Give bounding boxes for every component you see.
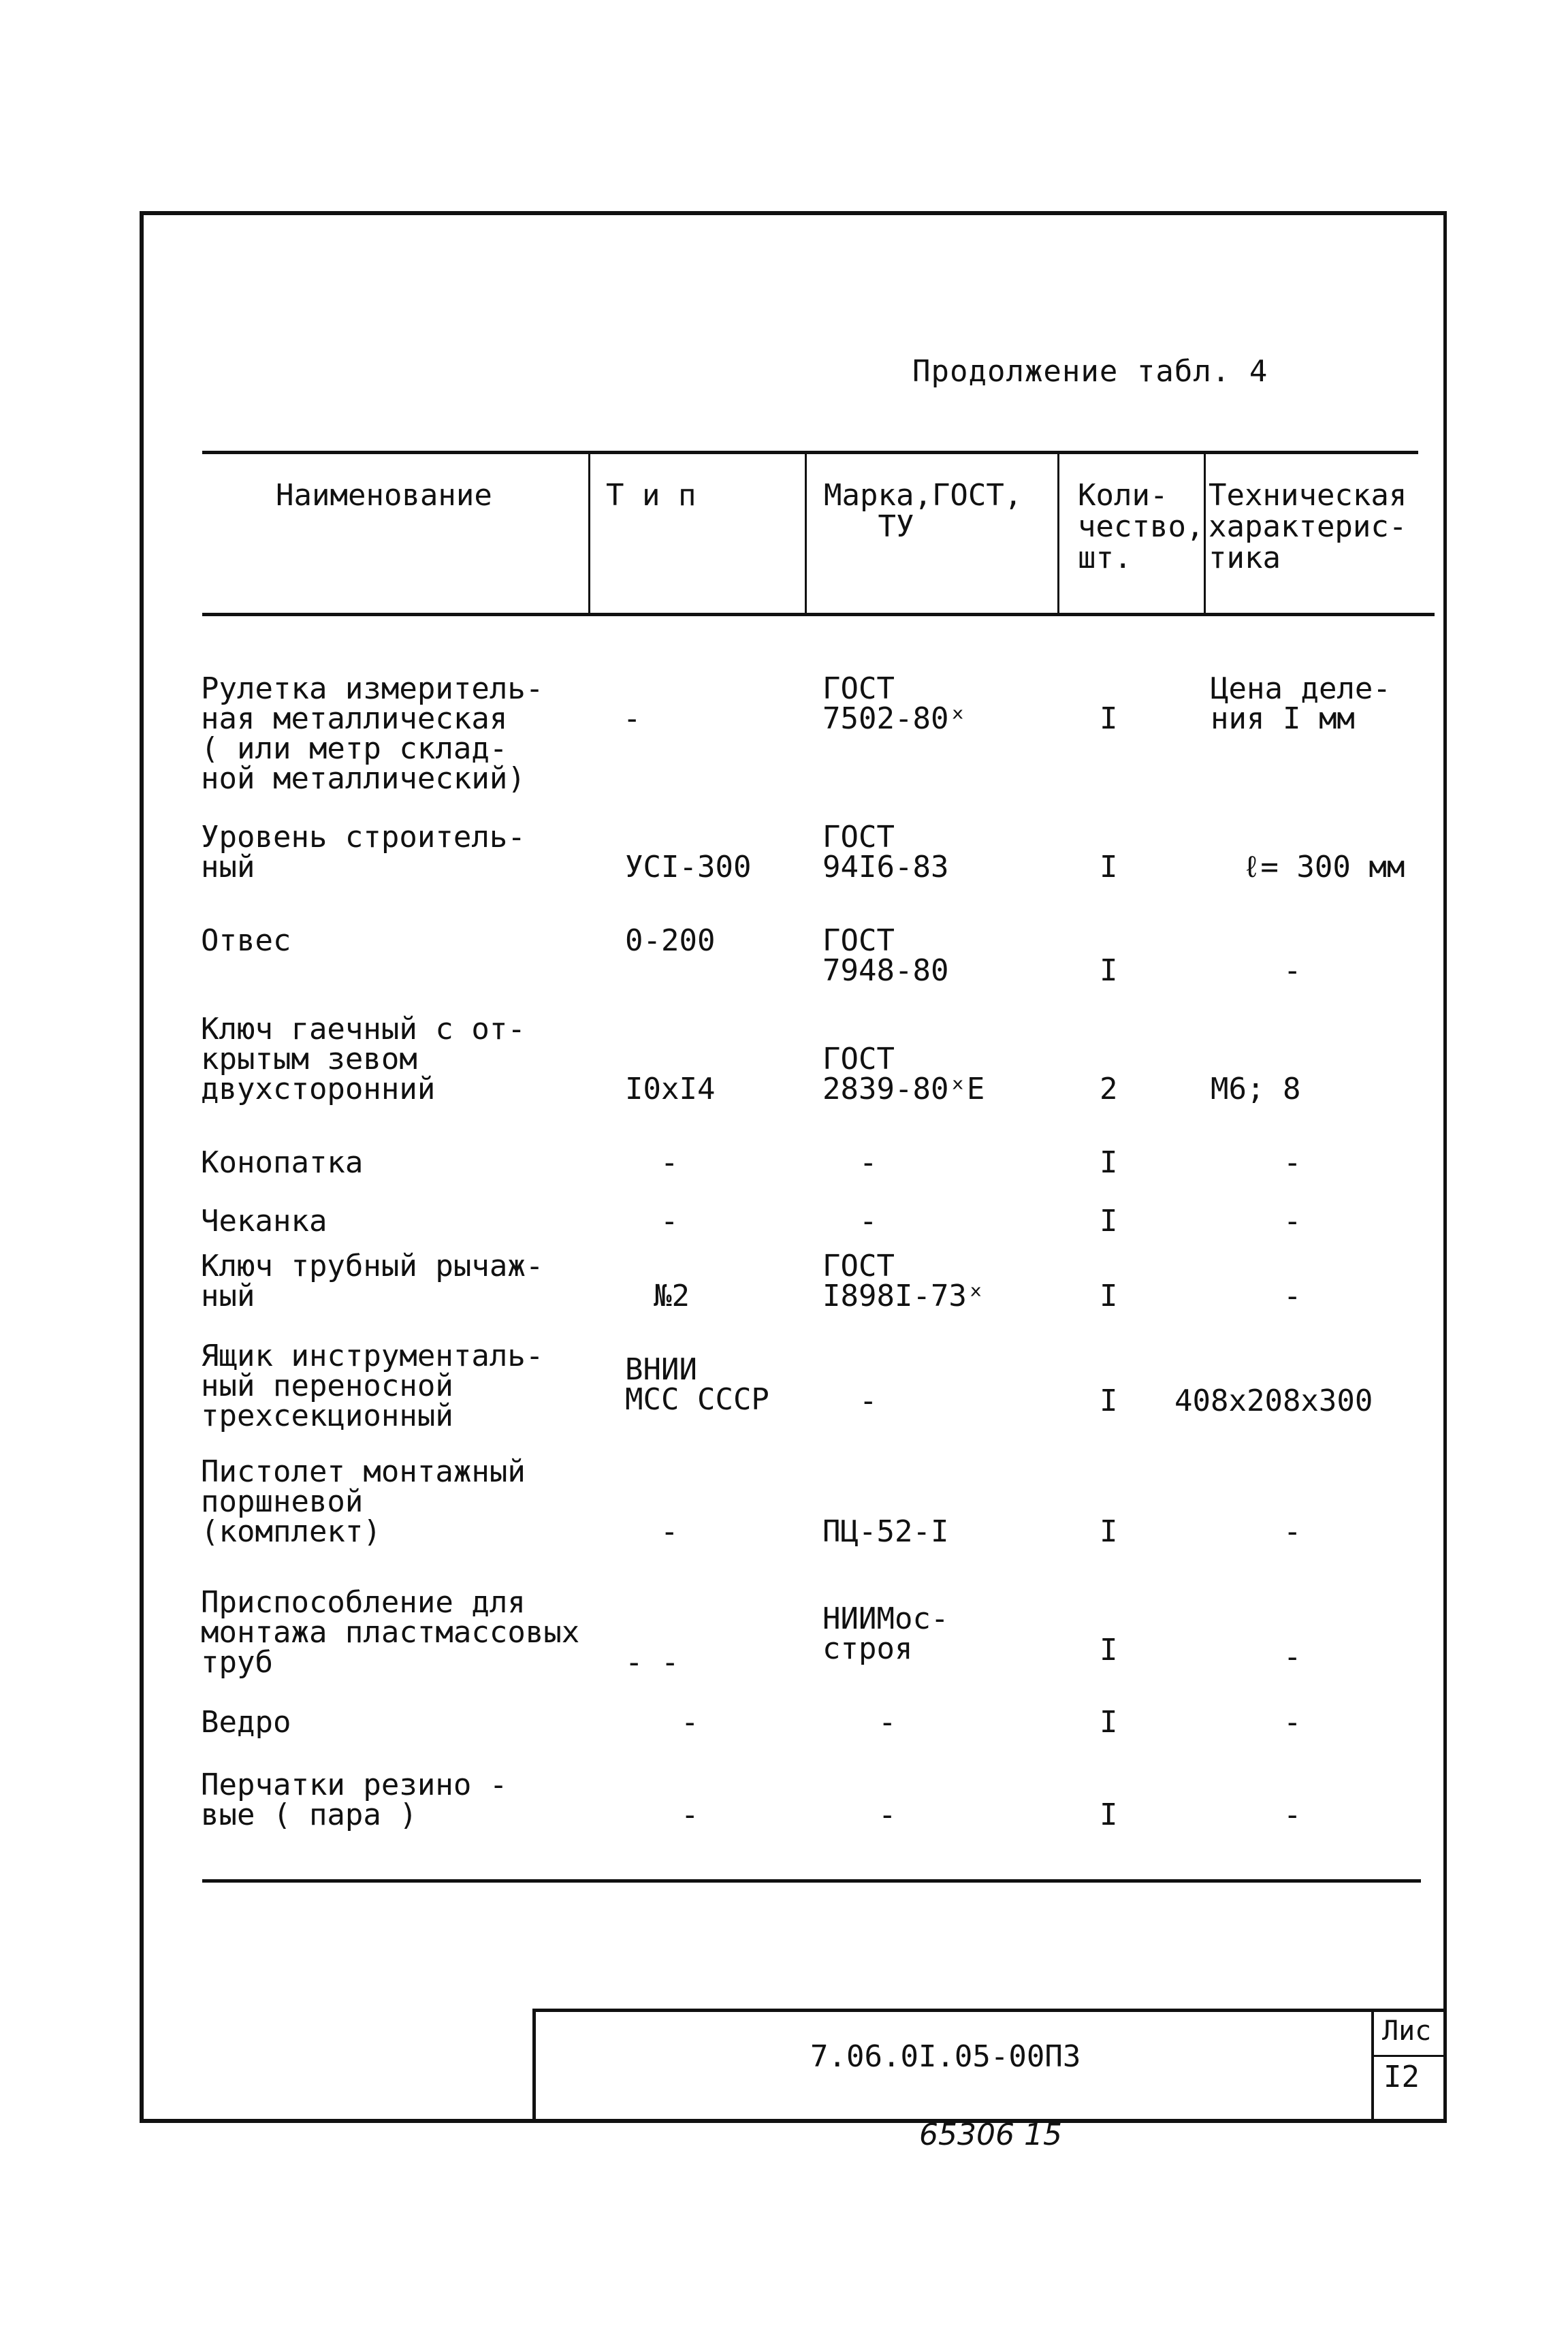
header-qty: Коли- чество, шт.	[1078, 478, 1204, 575]
row9-spec: -	[1283, 1514, 1302, 1549]
row3-type: 0-200	[625, 923, 716, 958]
table-bottom-rule	[202, 1879, 1421, 1883]
row6-qty: I	[1100, 1204, 1118, 1239]
row4-mark: ГОСТ 2839-80ˣЕ	[822, 1042, 985, 1106]
row12-spec: -	[1283, 1798, 1302, 1832]
row5-mark: -	[859, 1145, 878, 1180]
row5-spec: -	[1283, 1145, 1302, 1180]
row10-name: Приспособление для монтажа пластмассовых труб	[201, 1585, 580, 1680]
row8-name: Ящик инструменталь- ный переносной трехсекционный	[201, 1339, 544, 1433]
row6-name: Чеканка	[201, 1204, 327, 1239]
table-caption: Продолжение табл. 4	[912, 354, 1268, 389]
header-divider-2	[805, 451, 807, 614]
row6-spec: -	[1283, 1204, 1302, 1239]
row3-qty: I	[1100, 953, 1118, 988]
row10-mark: НИИМос- строя	[822, 1601, 949, 1666]
row4-type: I0xI4	[625, 1072, 716, 1106]
header-divider-1	[588, 451, 590, 614]
row12-qty: I	[1100, 1798, 1118, 1832]
row9-type: -	[660, 1514, 679, 1549]
row11-qty: I	[1100, 1705, 1118, 1740]
row11-mark: -	[878, 1705, 897, 1740]
header-divider-3	[1057, 451, 1059, 614]
row4-spec: М6; 8	[1211, 1072, 1301, 1106]
row7-type: №2	[654, 1279, 690, 1313]
row4-qty: 2	[1100, 1072, 1118, 1106]
sheet-box-divider	[1371, 2055, 1445, 2057]
row6-type: -	[660, 1204, 679, 1239]
sheet-label: Лис	[1382, 2015, 1432, 2047]
row5-name: Конопатка	[201, 1145, 364, 1180]
row2-qty: I	[1100, 850, 1118, 884]
header-mark: Марка,ГОСТ, ТУ	[824, 478, 1023, 544]
row12-mark: -	[878, 1798, 897, 1832]
header-name: Наименование	[276, 478, 492, 513]
row1-qty: I	[1100, 701, 1118, 736]
header-top-rule	[202, 451, 1418, 454]
header-spec: Техническая характерис- тика	[1209, 478, 1407, 575]
row9-qty: I	[1100, 1514, 1118, 1549]
row1-type: -	[623, 701, 641, 736]
header-divider-4	[1204, 451, 1206, 614]
row10-qty: I	[1100, 1633, 1118, 1667]
row4-name: Ключ гаечный с от- крытым зевом двухсторонний	[201, 1012, 526, 1106]
row7-mark: ГОСТ I898I-73ˣ	[822, 1249, 985, 1313]
sheet-number: I2	[1383, 2060, 1420, 2094]
row8-type: ВНИИ МСС СССР	[625, 1352, 769, 1417]
row11-name: Ведро	[201, 1705, 291, 1740]
archive-number: 65306 15	[919, 2118, 1062, 2152]
row5-qty: I	[1100, 1145, 1118, 1180]
row9-mark: ПЦ-52-I	[822, 1514, 949, 1549]
row2-mark: ГОСТ 94I6-83	[822, 820, 949, 884]
row1-name: Рулетка измеритель- ная металлическая ( или метр склад- ной металлический)	[201, 671, 544, 796]
row12-type: -	[681, 1798, 699, 1832]
row2-spec: ℓ= 300 мм	[1243, 850, 1405, 884]
row8-qty: I	[1100, 1384, 1118, 1418]
row12-name: Перчатки резино - вые ( пара )	[201, 1768, 508, 1832]
row1-mark: ГОСТ 7502-80ˣ	[822, 671, 967, 736]
row3-name: Отвес	[201, 923, 291, 958]
row11-spec: -	[1283, 1705, 1302, 1740]
row8-mark: -	[859, 1384, 878, 1418]
header-type: Т и п	[606, 478, 697, 513]
header-bottom-rule	[202, 613, 1435, 616]
row7-name: Ключ трубный рычаж- ный	[201, 1249, 544, 1313]
row2-name: Уровень строитель- ный	[201, 820, 526, 884]
row8-spec: 408x208x300	[1174, 1384, 1373, 1418]
row10-spec: -	[1283, 1640, 1302, 1674]
row3-mark: ГОСТ 7948-80	[822, 923, 949, 988]
row10-type: - -	[625, 1645, 679, 1680]
row7-spec: -	[1283, 1279, 1302, 1313]
row1-spec: Цена деле- ния I мм	[1211, 671, 1391, 736]
row5-type: -	[660, 1145, 679, 1180]
row11-type: -	[681, 1705, 699, 1740]
row3-spec: -	[1283, 953, 1302, 988]
row7-qty: I	[1100, 1279, 1118, 1313]
row9-name: Пистолет монтажный поршневой (комплект)	[201, 1454, 526, 1549]
document-code: 7.06.0I.05-00ПЗ	[810, 2039, 1081, 2074]
row6-mark: -	[859, 1204, 878, 1239]
row2-type: УСI-300	[625, 850, 752, 884]
